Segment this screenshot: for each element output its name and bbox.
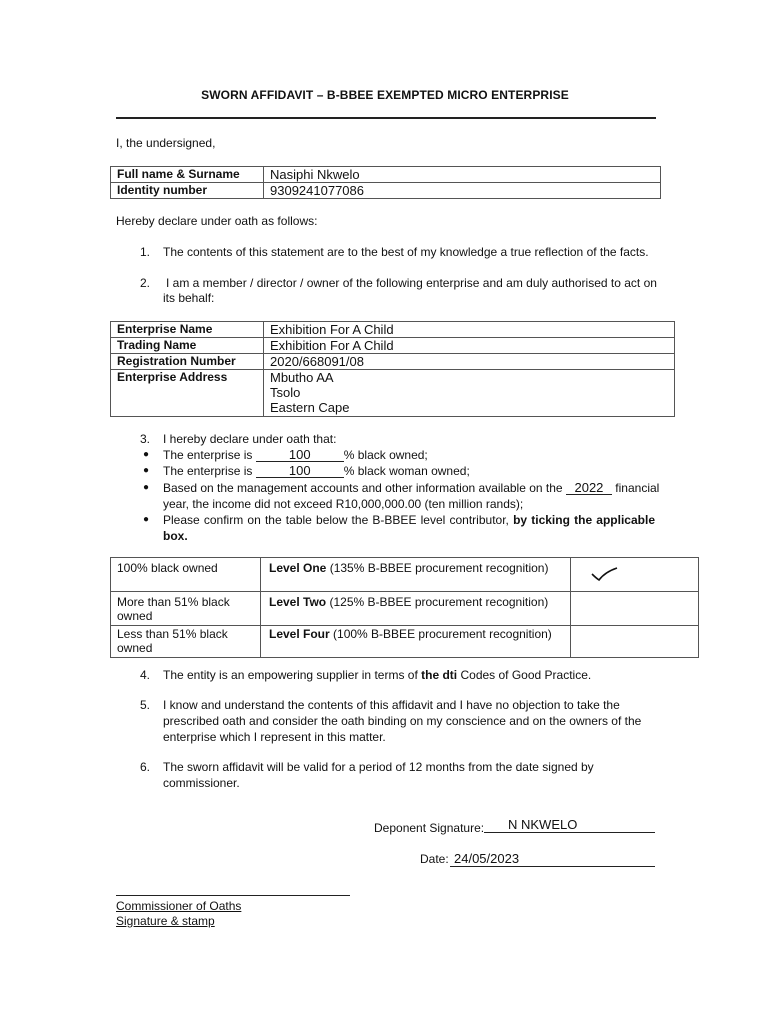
checkmark-icon xyxy=(589,564,619,584)
date-value: 24/05/2023 xyxy=(454,851,520,866)
title-rule xyxy=(116,117,656,119)
enterprise-table xyxy=(110,321,675,417)
bullet-4-bold: by ticking the applicable xyxy=(513,513,655,527)
registration-number-label: Registration Number xyxy=(111,354,264,370)
black-owned-percent[interactable]: 100 xyxy=(256,448,344,462)
identity-number-value[interactable]: 9309241077086 xyxy=(264,183,661,199)
table-row xyxy=(111,370,675,417)
intro-text: I, the undersigned, xyxy=(116,136,216,150)
trading-name-label: Trading Name xyxy=(111,338,264,354)
declare-text: Hereby declare under oath as follows: xyxy=(116,214,318,228)
identity-number-label: Identity number xyxy=(111,183,264,199)
table-row xyxy=(111,558,699,592)
ownership-cell: 100% black owned xyxy=(111,558,261,592)
bullet-3-line-2: year, the income did not exceed R10,000,000.00 (ten million rands); xyxy=(163,497,524,511)
item-1-number: 1. xyxy=(140,245,151,259)
item-1-text: The contents of this statement are to the best of my knowledge a true reflection of the facts. xyxy=(163,245,649,259)
commissioner-signature-line[interactable] xyxy=(116,895,350,896)
registration-number-value[interactable]: 2020/668091/08 xyxy=(264,354,675,370)
item-6-line-1: The sworn affidavit will be valid for a period of 12 months from the date signed by xyxy=(163,760,594,774)
item-5-number: 5. xyxy=(140,698,151,712)
bullet-black-woman-owned xyxy=(163,464,470,479)
bullet-3-suffix: financial xyxy=(615,481,660,495)
trading-name-value[interactable]: Exhibition For A Child xyxy=(264,338,675,354)
commissioner-label: Commissioner of Oaths xyxy=(116,899,242,913)
item-2-line-2: its behalf: xyxy=(163,291,215,305)
enterprise-name-label: Enterprise Name xyxy=(111,322,264,338)
date-field[interactable] xyxy=(450,851,655,867)
identity-table xyxy=(110,166,661,199)
bullet-financial-year xyxy=(163,481,659,496)
bullet-icon: ● xyxy=(143,449,150,460)
bullet-2-suffix: % black woman owned; xyxy=(343,464,470,478)
item-6-line-2: commissioner. xyxy=(163,776,240,790)
bullet-2-prefix: The enterprise is xyxy=(163,464,253,478)
table-row xyxy=(111,338,675,354)
item-3-text: I hereby declare under oath that: xyxy=(163,432,337,446)
enterprise-address-label: Enterprise Address xyxy=(111,370,264,417)
bullet-icon: ● xyxy=(143,482,150,493)
bullet-3-prefix: Based on the management accounts and other information available on the xyxy=(163,481,563,495)
bullet-4-line-1: Please confirm on the table below the B-BBEE level contributor, by ticking the applicable xyxy=(163,513,655,527)
item-5-line-1: I know and understand the contents of this affidavit and I have no objection to take the xyxy=(163,698,620,712)
bullet-1-suffix: % black owned; xyxy=(343,448,428,462)
signature-stamp-label: Signature & stamp xyxy=(116,914,215,928)
deponent-signature-field[interactable] xyxy=(484,817,655,833)
level-cell: Level One (135% B-BBEE procurement recognition) xyxy=(261,558,571,592)
table-row xyxy=(111,322,675,338)
table-row xyxy=(111,626,699,658)
financial-year-value[interactable]: 2022 xyxy=(566,481,612,495)
deponent-signature-label: Deponent Signature: xyxy=(374,821,485,835)
item-6-number: 6. xyxy=(140,760,151,774)
full-name-label: Full name & Surname xyxy=(111,167,264,183)
address-line-1: Mbutho AA xyxy=(270,370,334,385)
level-cell: Level Two (125% B-BBEE procurement recognition) xyxy=(261,592,571,626)
ownership-cell: Less than 51% black owned xyxy=(111,626,261,658)
ownership-cell: More than 51% black owned xyxy=(111,592,261,626)
tick-box-level-one[interactable] xyxy=(571,558,699,592)
bullet-black-owned xyxy=(163,448,428,463)
black-woman-owned-percent[interactable]: 100 xyxy=(256,464,344,478)
deponent-signature-value: N NKWELO xyxy=(508,817,578,832)
address-line-2: Tsolo xyxy=(270,385,301,400)
enterprise-address-value[interactable] xyxy=(264,370,675,417)
bullet-icon: ● xyxy=(143,465,150,476)
full-name-value[interactable]: Nasiphi Nkwelo xyxy=(264,167,661,183)
item-5-line-3: enterprise which I represent in this matter. xyxy=(163,730,386,744)
level-cell: Level Four (100% B-BBEE procurement recognition) xyxy=(261,626,571,658)
page-title: SWORN AFFIDAVIT – B-BBEE EXEMPTED MICRO ENTERPRISE xyxy=(201,88,569,102)
bullet-1-prefix: The enterprise is xyxy=(163,448,253,462)
item-4-number: 4. xyxy=(140,668,151,682)
table-row xyxy=(111,592,699,626)
item-5-line-2: prescribed oath and consider the oath binding on my conscience and on the owners of the xyxy=(163,714,642,728)
enterprise-name-value[interactable]: Exhibition For A Child xyxy=(264,322,675,338)
level-table xyxy=(110,557,699,658)
table-row xyxy=(111,167,661,183)
table-row xyxy=(111,183,661,199)
bullet-icon: ● xyxy=(143,514,150,525)
tick-box-level-four[interactable] xyxy=(571,626,699,658)
date-label: Date: xyxy=(420,852,449,866)
tick-box-level-two[interactable] xyxy=(571,592,699,626)
item-2-line-1: I am a member / director / owner of the following enterprise and am duly authorised to act on xyxy=(166,276,657,290)
item-3-number: 3. xyxy=(140,432,151,446)
item-4-text: The entity is an empowering supplier in terms of the dti Codes of Good Practice. xyxy=(163,668,592,682)
address-line-3: Eastern Cape xyxy=(270,400,350,415)
table-row xyxy=(111,354,675,370)
bullet-4-line-2: box. xyxy=(163,529,188,543)
item-2-number: 2. xyxy=(140,276,151,290)
